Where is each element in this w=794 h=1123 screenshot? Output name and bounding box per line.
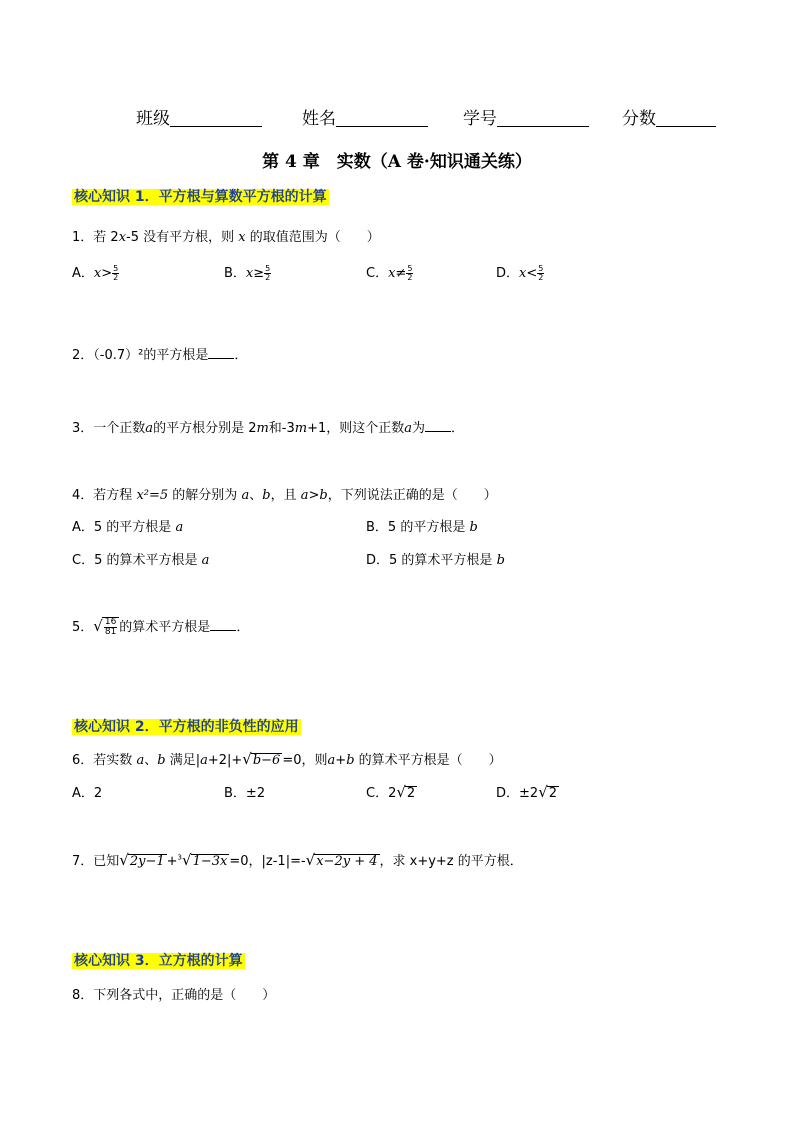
frac-den: 2: [407, 273, 413, 282]
q7-text-c: ，求 x+y+z 的平方根．: [379, 854, 523, 869]
option-var: x: [388, 266, 396, 281]
section-heading-3: [72, 950, 245, 970]
q6-option-d[interactable]: [496, 782, 559, 801]
q6-text-a: 若实数: [93, 753, 133, 768]
q6-var-a: a: [136, 753, 145, 768]
option-fraction: [112, 265, 119, 282]
q4-text-d: ，下列说法正确的是（ ）: [327, 488, 497, 503]
radicand: [128, 854, 167, 868]
q4-option-d[interactable]: [366, 549, 505, 568]
score-label: 分数: [622, 109, 656, 129]
q3-end: ．: [451, 421, 465, 436]
q4-var-a: a: [241, 488, 250, 503]
q4-ineq-b: b: [319, 488, 328, 503]
class-label: 班级: [136, 109, 170, 129]
radicand: [251, 753, 283, 767]
question-number: 8．: [72, 988, 94, 1003]
number-label: 学号: [463, 109, 497, 129]
question-3: [72, 417, 464, 436]
q1-text-c: 的取值范围为（ ）: [249, 230, 380, 245]
section-heading-2: [72, 716, 301, 736]
section-label: 核心知识 1．平方根与算数平方根的计算: [74, 189, 327, 205]
q3-text-d: +1，则这个正数: [307, 421, 405, 436]
option-fraction: [537, 265, 544, 282]
q3-text-e: 为: [412, 421, 426, 436]
q5-text: 的算术平方根是: [119, 620, 211, 635]
option-relation: >: [101, 266, 113, 281]
option-letter: B．: [224, 266, 246, 281]
q5-end: ．: [236, 620, 250, 635]
option-text: ±2: [245, 786, 266, 801]
page-title: 第 4 章 实数（A 卷·知识通关练）: [262, 152, 532, 172]
frac-den: 2: [538, 273, 544, 282]
question-number: 3．: [72, 421, 94, 436]
q6-text-b: 满足|: [169, 753, 201, 768]
option-relation: ≠: [395, 266, 407, 281]
q1-text-a: 若 2: [93, 230, 119, 245]
q3-var-m: m: [256, 421, 269, 436]
section-label: 核心知识 2．平方根的非负性的应用: [74, 719, 299, 735]
option-var: x: [245, 266, 254, 281]
question-4: 4．若方程 x²=5 的解分别为 a、b，且 a>b，下列说法正确的是（ ）: [72, 488, 497, 503]
radical-sign: √: [305, 851, 316, 869]
q4-text-b: 的解分别为: [172, 488, 238, 503]
option-relation: ≥: [253, 266, 265, 281]
q3-var-a2: a: [404, 421, 413, 436]
q6-option-a[interactable]: [72, 782, 102, 801]
option-letter: B．: [224, 786, 246, 801]
answer-blank[interactable]: [210, 618, 236, 631]
q3-text-a: 一个正数: [93, 421, 146, 436]
q1-var-x: x: [118, 230, 127, 245]
q6-radicand: b−6: [252, 753, 281, 768]
option-letter: A．: [72, 786, 94, 801]
section-heading-1: [72, 186, 329, 206]
q4-option-c[interactable]: [72, 549, 209, 568]
question-1: [72, 226, 380, 245]
q7-radicand-1: 2y−1: [129, 854, 165, 869]
frac-num: 5: [538, 264, 544, 273]
q3-var-a: a: [145, 421, 154, 436]
option-letter: B．: [366, 520, 388, 535]
radical-sign: √: [242, 750, 252, 768]
q3-text-b: 的平方根分别是 2: [153, 421, 257, 436]
name-field: [302, 104, 428, 129]
frac-num: 5: [265, 264, 271, 273]
option-text: 5 的平方根是: [93, 520, 172, 535]
q4-ineq: a: [300, 488, 309, 503]
q6-sum: a: [327, 753, 336, 768]
frac-den: 81: [104, 627, 117, 637]
option-letter: D．: [496, 786, 520, 801]
option-text: 2: [93, 786, 103, 801]
radicand: [102, 617, 119, 637]
name-label: 姓名: [302, 109, 336, 129]
question-8: [72, 984, 275, 1003]
q7-radicand-2: 1−3x: [192, 854, 228, 869]
option-text: 5 的算术平方根是: [94, 553, 198, 568]
question-2: [72, 344, 247, 363]
frac-den: 2: [113, 273, 119, 282]
question-5: [72, 616, 249, 637]
option-text: 2: [388, 786, 397, 801]
question-number: 1．: [72, 230, 94, 245]
q2-end: ．: [234, 348, 248, 363]
q7-radicand-3: x−2y + 4: [316, 854, 378, 869]
option-fraction: [264, 265, 271, 282]
question-number: 7．: [72, 854, 94, 869]
q6-text-c: +2|+: [207, 753, 243, 768]
q3-var-m2: m: [294, 421, 308, 436]
q6-text-d: =0，则: [282, 753, 328, 768]
number-field: [463, 104, 589, 129]
option-var: x: [519, 266, 527, 281]
question-number: 5．: [72, 620, 94, 635]
option-letter: C．: [366, 786, 389, 801]
q6-var-a2: a: [200, 753, 208, 768]
radical-sign: √: [119, 851, 129, 869]
q2-text: （-0.7）²的平方根是: [93, 348, 209, 363]
q4-text-c: ，且: [270, 488, 297, 503]
frac-den: 2: [265, 273, 271, 282]
option-letter: A．: [72, 266, 94, 281]
option-text: ±2: [519, 786, 539, 801]
question-number: 2．: [72, 348, 94, 363]
q1-var-x2: x: [238, 230, 246, 245]
q1-option-a[interactable]: [72, 262, 119, 282]
question-number: 6．: [72, 753, 94, 768]
q6-text-e: 的算术平方根是（ ）: [358, 753, 502, 768]
q6-sum-b: b: [346, 753, 355, 768]
q1-text-b: -5 没有平方根，则: [126, 230, 235, 245]
q4-equation: x²=5: [136, 488, 169, 503]
cube-root-index: 3: [177, 853, 183, 862]
option-var: a: [201, 553, 210, 568]
option-letter: C．: [366, 266, 389, 281]
q6-var-b: b: [157, 753, 166, 768]
score-field: [622, 104, 716, 129]
answer-blank[interactable]: [425, 419, 451, 432]
frac-num: 5: [113, 264, 119, 273]
q6-option-b[interactable]: [224, 782, 265, 801]
q8-text: 下列各式中，正确的是（ ）: [93, 988, 276, 1003]
option-var: x: [93, 266, 102, 281]
radical-sign: √: [538, 783, 548, 801]
option-fraction: [406, 265, 413, 282]
question-6: 6．若实数 a、b 满足|a+2|+√b−6 =0，则a+b 的算术平方根是（ ）: [72, 750, 502, 768]
option-text: 5 的平方根是: [387, 520, 466, 535]
option-letter: D．: [366, 553, 390, 568]
q3-text-c: 和-3: [268, 421, 295, 436]
radicand: 2: [406, 786, 416, 801]
option-letter: D．: [496, 266, 520, 281]
answer-blank[interactable]: [208, 346, 234, 359]
section-label: 核心知识 3．立方根的计算: [74, 953, 243, 969]
q1-option-c[interactable]: [366, 262, 413, 282]
q7-plus: +: [166, 854, 178, 869]
q7-text-a: 已知: [93, 854, 120, 869]
option-var: b: [496, 553, 505, 568]
q4-text-a: 若方程: [93, 488, 133, 503]
score-blank[interactable]: [656, 109, 716, 127]
class-blank[interactable]: [170, 109, 262, 127]
name-blank[interactable]: [336, 109, 428, 127]
radicand: [314, 854, 379, 868]
question-number: 4．: [72, 488, 94, 503]
radicand: [191, 854, 230, 868]
frac-num: 5: [407, 264, 413, 273]
q1-option-d[interactable]: [496, 262, 544, 282]
class-field: [136, 104, 262, 129]
radical-sign: √: [182, 851, 192, 869]
question-7: [72, 850, 523, 869]
q4-option-a[interactable]: [72, 516, 183, 535]
q4-var-b: b: [262, 488, 271, 503]
option-text: 5 的算术平方根是: [389, 553, 493, 568]
q4-option-b[interactable]: [366, 516, 478, 535]
q5-fraction: [104, 618, 117, 637]
q7-text-b: =0，|z-1|=-: [229, 854, 306, 869]
option-letter: C．: [72, 553, 95, 568]
option-var: a: [175, 520, 184, 535]
number-blank[interactable]: [497, 109, 589, 127]
radical-sign: √: [93, 617, 103, 635]
option-relation: <: [526, 266, 538, 281]
frac-num: 16: [104, 617, 117, 627]
q6-option-c[interactable]: [366, 782, 417, 801]
q1-option-b[interactable]: [224, 262, 271, 282]
option-letter: A．: [72, 520, 94, 535]
radicand: 2: [548, 786, 558, 801]
option-var: b: [469, 520, 478, 535]
radical-sign: √: [396, 783, 406, 801]
